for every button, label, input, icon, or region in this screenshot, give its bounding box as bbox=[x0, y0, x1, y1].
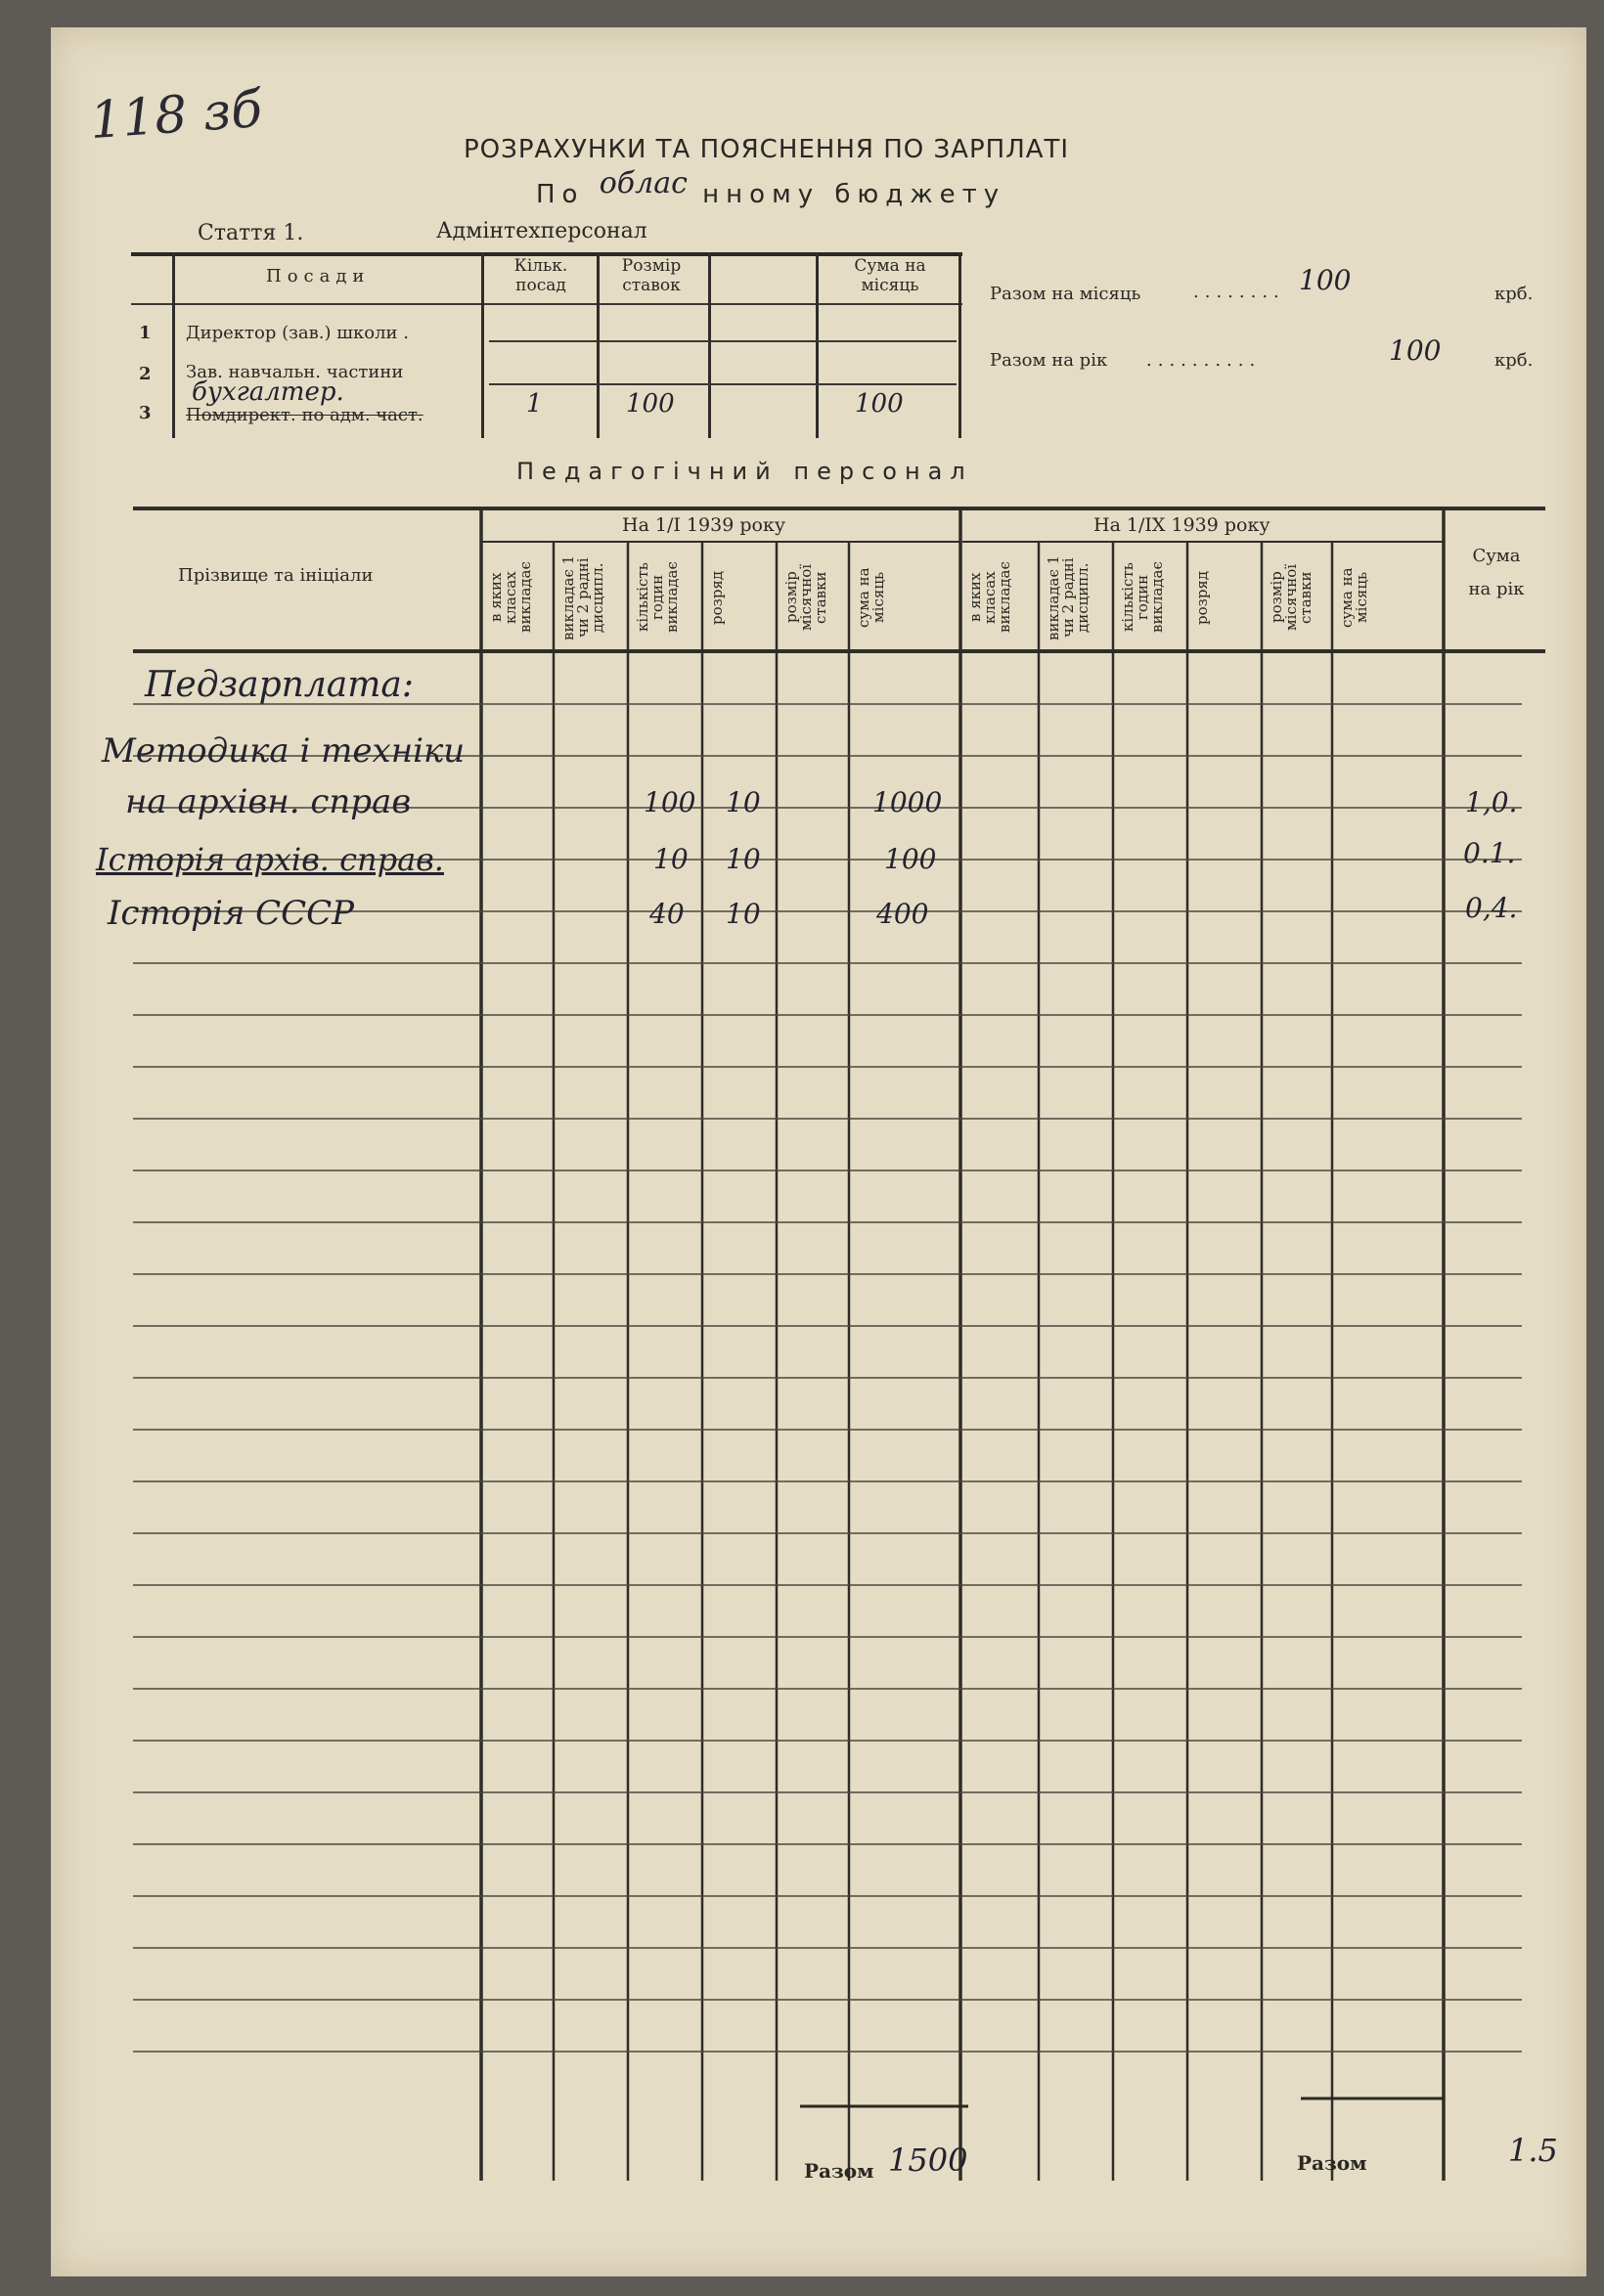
admin-col-divider bbox=[958, 252, 961, 438]
ped-subheader: розмір місячної ставки bbox=[1268, 563, 1314, 632]
totals-month-dots: ........ bbox=[1193, 282, 1285, 302]
admin-row-num: 2 bbox=[139, 364, 152, 384]
subtitle-suffix: нному бюджету bbox=[702, 180, 1006, 209]
ped-subheader: кількість годин викладає bbox=[1119, 561, 1166, 634]
admin-row-rate: 100 bbox=[626, 389, 675, 419]
ped-row-sum: 100 bbox=[884, 843, 937, 875]
ped-subheader: викладає 1 чи 2 радні дисципл. bbox=[1045, 554, 1092, 640]
ped-row-grade: 10 bbox=[726, 786, 761, 818]
ped-row-year: 0.1. bbox=[1463, 837, 1516, 869]
ped-subheader: сума на місяць bbox=[1338, 567, 1370, 628]
ped-subheader: кількість годин викладає bbox=[634, 561, 681, 634]
admin-row-handwritten-label: бухгалтер. bbox=[192, 377, 344, 407]
admin-table-header-rule bbox=[131, 303, 962, 305]
currency-label: крб. bbox=[1494, 350, 1534, 371]
ped-subheader: розряд bbox=[1193, 570, 1211, 625]
ped-header-period2: На 1/IX 1939 року bbox=[1093, 514, 1270, 536]
ped-row-hours: 40 bbox=[649, 898, 685, 930]
document-subtitle bbox=[536, 166, 1006, 210]
ped-row-grade: 10 bbox=[726, 843, 761, 875]
admin-row-num: 1 bbox=[139, 323, 152, 343]
ped-row-hours: 10 bbox=[653, 843, 689, 875]
admin-row-sum: 100 bbox=[855, 389, 904, 419]
ped-subheader: сума на місяць bbox=[855, 567, 887, 628]
subtitle-handwritten: облас bbox=[599, 166, 688, 200]
admin-header-sum: Сума на місяць bbox=[854, 256, 926, 295]
totals-month-label: Разом на місяць bbox=[990, 284, 1141, 304]
ped-row-name: Педзарплата: bbox=[145, 665, 414, 705]
ped-total-label: Разом bbox=[804, 2159, 874, 2183]
ped-subheader: викладає 1 чи 2 радні дисципл. bbox=[559, 554, 606, 640]
admin-row-label: Директор (зав.) школи . bbox=[186, 323, 409, 343]
admin-col-divider bbox=[816, 252, 819, 438]
ped-row-name: Методика і техніки bbox=[102, 731, 466, 771]
ped-subheader: розмір місячної ставки bbox=[782, 563, 829, 632]
admin-col-divider bbox=[708, 252, 711, 438]
ped-row-sum: 400 bbox=[876, 898, 929, 930]
ped-total-label-2: Разом bbox=[1297, 2151, 1367, 2175]
ped-subheader: в яких класах викладає bbox=[487, 561, 534, 634]
ped-row-year: 1,0. bbox=[1465, 786, 1518, 818]
document-title: РОЗРАХУНКИ ТА ПОЯСНЕННЯ ПО ЗАРПЛАТІ bbox=[464, 135, 1070, 164]
admin-col-divider bbox=[172, 252, 175, 438]
totals-year-dots: .......... bbox=[1146, 350, 1262, 371]
article-name: Адмінтехперсонал bbox=[436, 219, 647, 243]
ped-header-name: Прізвище та ініціали bbox=[178, 565, 374, 586]
ped-row-grade: 10 bbox=[726, 898, 761, 930]
archive-mark: 118 зб bbox=[88, 79, 264, 152]
ped-subheader: в яких класах викладає bbox=[966, 561, 1013, 634]
admin-header-count: Кільк. посад bbox=[513, 256, 568, 295]
ped-section-title: Педагогічний персонал bbox=[516, 458, 973, 485]
admin-header-posady: Посади bbox=[266, 266, 371, 287]
subtitle-prefix: По bbox=[536, 180, 585, 209]
currency-label: крб. bbox=[1494, 284, 1534, 304]
ped-subheader: розряд bbox=[708, 570, 726, 625]
admin-col-divider bbox=[481, 252, 484, 438]
admin-row-label-struck: Помдирект. по адм. част. bbox=[186, 405, 423, 425]
ped-row-name: Історія СССР bbox=[108, 894, 355, 933]
ped-total-value-2: 1.5 bbox=[1508, 2132, 1558, 2169]
ped-header-period1: На 1/I 1939 року bbox=[622, 514, 786, 536]
admin-row-num: 3 bbox=[139, 403, 152, 423]
ped-row-year: 0,4. bbox=[1465, 892, 1518, 924]
totals-month-value: 100 bbox=[1299, 264, 1352, 296]
ped-row-name: Історія архів. справ. bbox=[96, 841, 444, 878]
admin-row-label: Зав. навчальн. частини bbox=[186, 362, 404, 382]
ped-row-hours: 100 bbox=[644, 786, 696, 818]
admin-header-rate: Розмір ставок bbox=[621, 256, 682, 295]
admin-row-rule bbox=[489, 383, 957, 385]
article-number: Стаття 1. bbox=[198, 221, 304, 245]
admin-col-divider bbox=[597, 252, 600, 438]
ped-row-name: на архівн. справ bbox=[125, 782, 412, 821]
ped-header-year-sum: Сума на рік bbox=[1468, 546, 1525, 599]
ped-total-value: 1500 bbox=[888, 2141, 968, 2179]
totals-year-label: Разом на рік bbox=[990, 350, 1108, 371]
totals-year-value: 100 bbox=[1389, 334, 1442, 367]
ped-row-sum: 1000 bbox=[872, 786, 943, 818]
admin-row-rule bbox=[489, 340, 957, 342]
admin-row-count: 1 bbox=[526, 389, 543, 419]
